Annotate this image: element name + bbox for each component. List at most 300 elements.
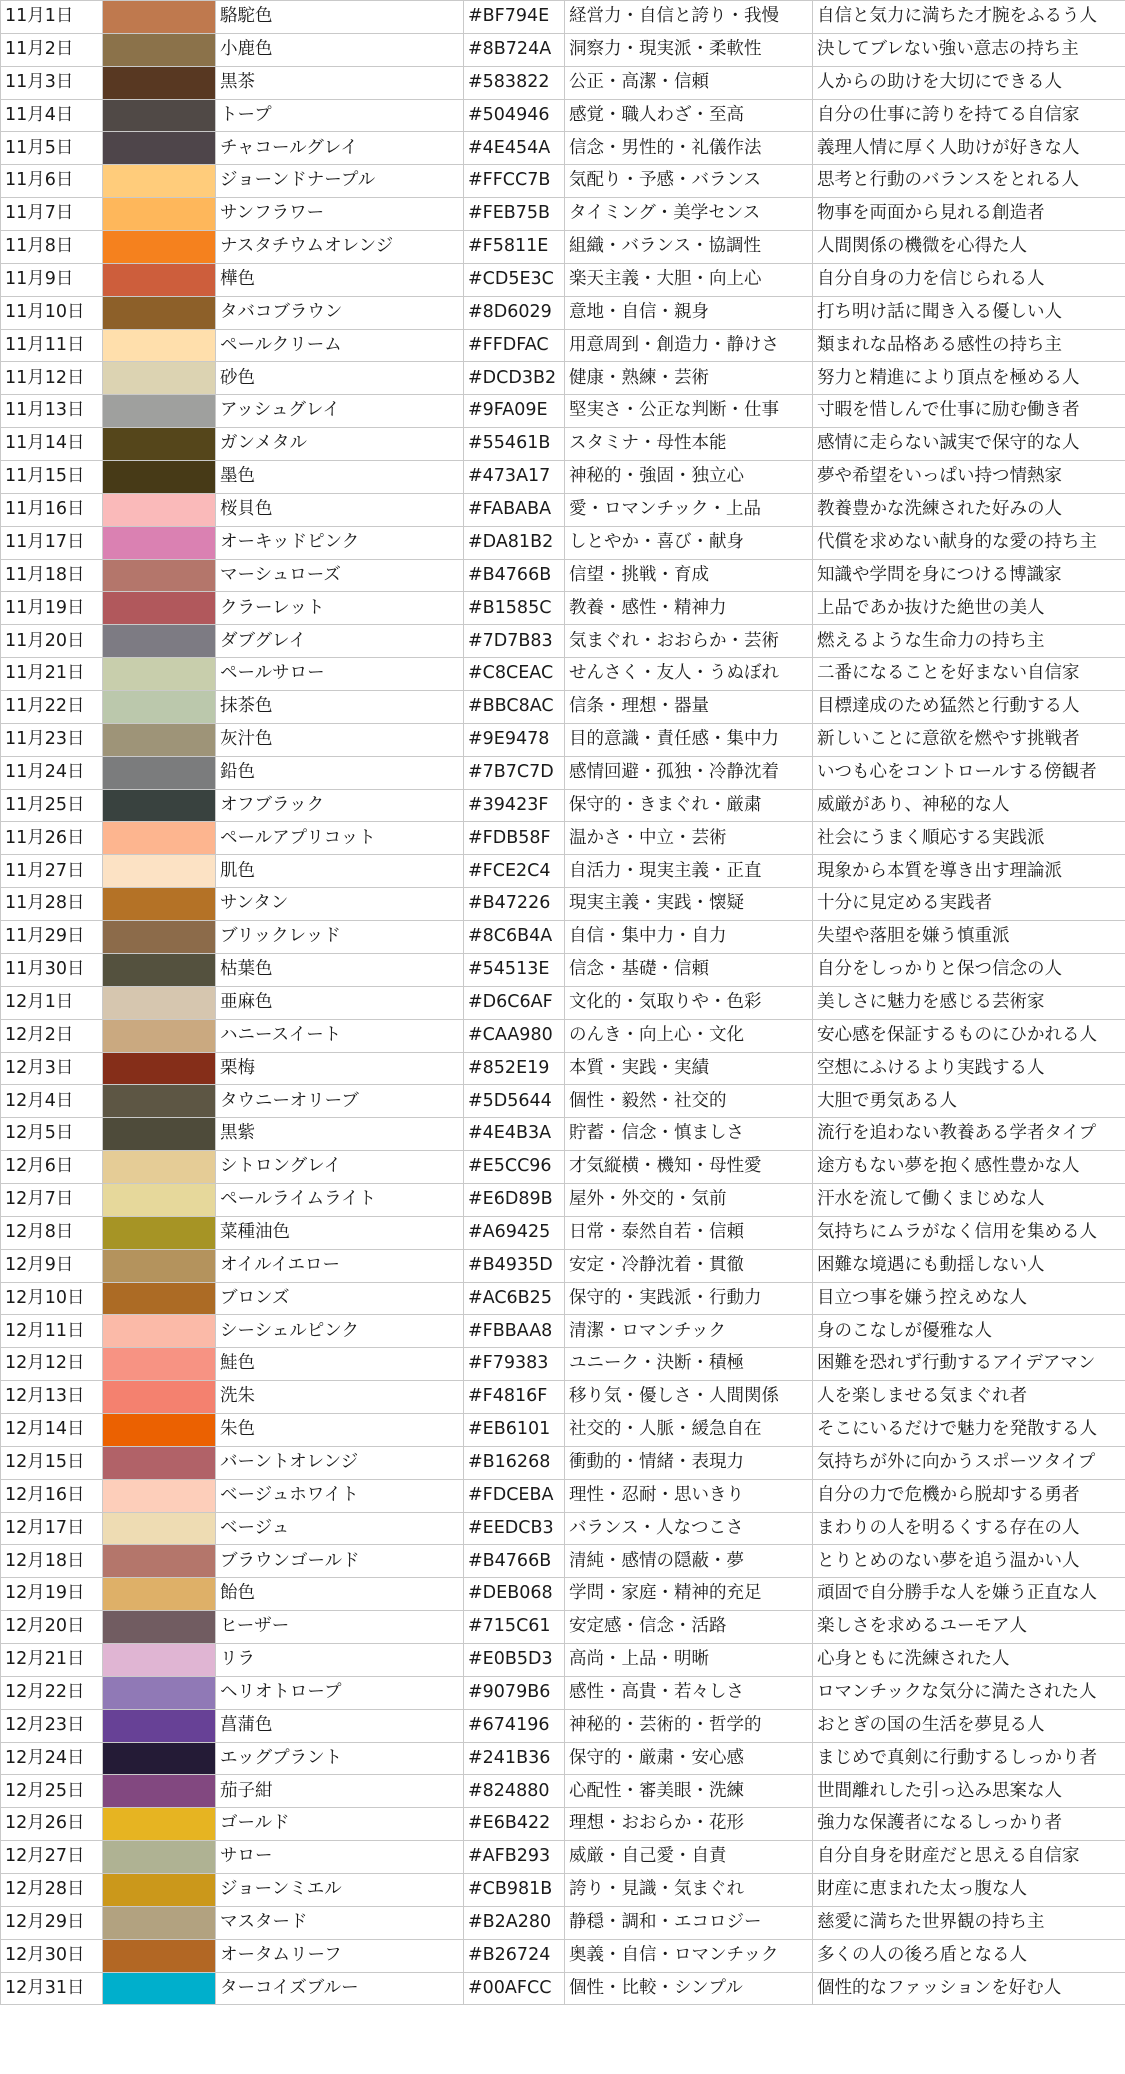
hex-code-cell: #C8CEAC (464, 658, 565, 691)
table-row (1, 1775, 1125, 1808)
date-cell: 11月8日 (1, 231, 103, 264)
traits-cell: 文化的・気取りや・色彩 (565, 986, 813, 1019)
color-name-cell: 鉛色 (216, 756, 464, 789)
table-row (1, 1939, 1125, 1972)
description-cell: 人間関係の機微を心得た人 (813, 231, 1125, 264)
traits-cell: 保守的・実践派・行動力 (565, 1282, 813, 1315)
traits-cell: 健康・熟練・芸術 (565, 362, 813, 395)
description-cell: 大胆で勇気ある人 (813, 1085, 1125, 1118)
table-row (1, 1315, 1125, 1348)
date-cell: 12月11日 (1, 1315, 103, 1348)
hex-code-cell: #CD5E3C (464, 263, 565, 296)
color-swatch (103, 592, 216, 625)
color-swatch (103, 296, 216, 329)
hex-code-cell: #F4816F (464, 1381, 565, 1414)
color-name-cell: シーシェルピンク (216, 1315, 464, 1348)
hex-code-cell: #B16268 (464, 1446, 565, 1479)
color-swatch (103, 1, 216, 34)
hex-code-cell: #B4766B (464, 1545, 565, 1578)
hex-code-cell: #FFDFAC (464, 329, 565, 362)
color-swatch (103, 1151, 216, 1184)
hex-code-cell: #824880 (464, 1775, 565, 1808)
table-row (1, 1151, 1125, 1184)
description-cell: 世間離れした引っ込み思案な人 (813, 1775, 1125, 1808)
date-cell: 12月10日 (1, 1282, 103, 1315)
table-row (1, 1512, 1125, 1545)
color-name-cell: ブリックレッド (216, 921, 464, 954)
color-name-cell: 黒紫 (216, 1118, 464, 1151)
date-cell: 12月2日 (1, 1019, 103, 1052)
description-cell: 類まれな品格ある感性の持ち主 (813, 329, 1125, 362)
traits-cell: 移り気・優しさ・人間関係 (565, 1381, 813, 1414)
table-row (1, 493, 1125, 526)
color-swatch (103, 428, 216, 461)
traits-cell: 高尚・上品・明晰 (565, 1643, 813, 1676)
table-row (1, 395, 1125, 428)
table-row (1, 198, 1125, 231)
color-name-cell: ガンメタル (216, 428, 464, 461)
traits-cell: 威厳・自己愛・自責 (565, 1841, 813, 1874)
description-cell: ロマンチックな気分に満たされた人 (813, 1676, 1125, 1709)
hex-code-cell: #F5811E (464, 231, 565, 264)
color-name-cell: バーントオレンジ (216, 1446, 464, 1479)
table-row (1, 1709, 1125, 1742)
color-name-cell: クラーレット (216, 592, 464, 625)
color-swatch (103, 1348, 216, 1381)
color-name-cell: タバコブラウン (216, 296, 464, 329)
traits-cell: しとやか・喜び・献身 (565, 526, 813, 559)
hex-code-cell: #00AFCC (464, 1972, 565, 2005)
description-cell: 自分をしっかりと保つ信念の人 (813, 953, 1125, 986)
traits-cell: 愛・ロマンチック・上品 (565, 493, 813, 526)
traits-cell: 才気縦横・機知・母性愛 (565, 1151, 813, 1184)
color-swatch (103, 1183, 216, 1216)
table-row (1, 428, 1125, 461)
description-cell: 代償を求めない献身的な愛の持ち主 (813, 526, 1125, 559)
date-cell: 12月15日 (1, 1446, 103, 1479)
color-name-cell: 菖蒲色 (216, 1709, 464, 1742)
table-row (1, 1873, 1125, 1906)
description-cell: 多くの人の後ろ盾となる人 (813, 1939, 1125, 1972)
hex-code-cell: #B47226 (464, 888, 565, 921)
date-cell: 11月21日 (1, 658, 103, 691)
color-swatch (103, 1315, 216, 1348)
color-swatch (103, 625, 216, 658)
table-row (1, 1643, 1125, 1676)
description-cell: 目立つ事を嫌う控えめな人 (813, 1282, 1125, 1315)
description-cell: 心身ともに洗練された人 (813, 1643, 1125, 1676)
date-cell: 11月26日 (1, 822, 103, 855)
traits-cell: 自信・集中力・自力 (565, 921, 813, 954)
traits-cell: 貯蓄・信念・慎ましさ (565, 1118, 813, 1151)
color-swatch (103, 165, 216, 198)
hex-code-cell: #B1585C (464, 592, 565, 625)
date-cell: 12月13日 (1, 1381, 103, 1414)
hex-code-cell: #D6C6AF (464, 986, 565, 1019)
hex-code-cell: #DEB068 (464, 1578, 565, 1611)
color-name-cell: リラ (216, 1643, 464, 1676)
traits-cell: 信望・挑戦・育成 (565, 559, 813, 592)
description-cell: 人からの助けを大切にできる人 (813, 66, 1125, 99)
color-name-cell: 枯葉色 (216, 953, 464, 986)
traits-cell: 気まぐれ・おおらか・芸術 (565, 625, 813, 658)
color-swatch (103, 1512, 216, 1545)
description-cell: 気持ちにムラがなく信用を集める人 (813, 1216, 1125, 1249)
traits-cell: 神秘的・強固・独立心 (565, 461, 813, 494)
hex-code-cell: #DA81B2 (464, 526, 565, 559)
description-cell: 目標達成のため猛然と行動する人 (813, 691, 1125, 724)
color-swatch (103, 33, 216, 66)
table-row (1, 231, 1125, 264)
hex-code-cell: #AC6B25 (464, 1282, 565, 1315)
description-cell: 思考と行動のバランスをとれる人 (813, 165, 1125, 198)
hex-code-cell: #DCD3B2 (464, 362, 565, 395)
color-name-cell: サンタン (216, 888, 464, 921)
traits-cell: 意地・自信・親身 (565, 296, 813, 329)
date-cell: 11月18日 (1, 559, 103, 592)
traits-cell: 信念・男性的・礼儀作法 (565, 132, 813, 165)
description-cell: 身のこなしが優雅な人 (813, 1315, 1125, 1348)
traits-cell: 本質・実践・実績 (565, 1052, 813, 1085)
date-cell: 11月20日 (1, 625, 103, 658)
color-name-cell: 砂色 (216, 362, 464, 395)
color-swatch (103, 395, 216, 428)
hex-code-cell: #7B7C7D (464, 756, 565, 789)
color-swatch (103, 658, 216, 691)
hex-code-cell: #55461B (464, 428, 565, 461)
hex-code-cell: #9E9478 (464, 723, 565, 756)
table-row (1, 1381, 1125, 1414)
color-name-cell: シトロングレイ (216, 1151, 464, 1184)
color-swatch (103, 1906, 216, 1939)
description-cell: 困難を恐れず行動するアイデアマン (813, 1348, 1125, 1381)
table-row (1, 526, 1125, 559)
color-swatch (103, 362, 216, 395)
traits-cell: 洞察力・現実派・柔軟性 (565, 33, 813, 66)
color-swatch (103, 1413, 216, 1446)
description-cell: 失望や落胆を嫌う慎重派 (813, 921, 1125, 954)
description-cell: 努力と精進により頂点を極める人 (813, 362, 1125, 395)
color-name-cell: サンフラワー (216, 198, 464, 231)
hex-code-cell: #FCE2C4 (464, 855, 565, 888)
hex-code-cell: #9FA09E (464, 395, 565, 428)
description-cell: 強力な保護者になるしっかり者 (813, 1808, 1125, 1841)
hex-code-cell: #E6D89B (464, 1183, 565, 1216)
color-name-cell: オータムリーフ (216, 1939, 464, 1972)
color-swatch (103, 1841, 216, 1874)
table-row (1, 1118, 1125, 1151)
description-cell: 二番になることを好まない自信家 (813, 658, 1125, 691)
table-row (1, 953, 1125, 986)
date-cell: 12月14日 (1, 1413, 103, 1446)
date-cell: 12月5日 (1, 1118, 103, 1151)
color-swatch (103, 756, 216, 789)
color-swatch (103, 1643, 216, 1676)
description-cell: まわりの人を明るくする存在の人 (813, 1512, 1125, 1545)
traits-cell: 用意周到・創造力・静けさ (565, 329, 813, 362)
color-name-cell: タウニーオリーブ (216, 1085, 464, 1118)
table-row (1, 165, 1125, 198)
description-cell: 自分の仕事に誇りを持てる自信家 (813, 99, 1125, 132)
color-name-cell: ダブグレイ (216, 625, 464, 658)
color-name-cell: 洗朱 (216, 1381, 464, 1414)
color-name-cell: ジョーンミエル (216, 1873, 464, 1906)
date-cell: 11月13日 (1, 395, 103, 428)
hex-code-cell: #9079B6 (464, 1676, 565, 1709)
table-row (1, 1479, 1125, 1512)
description-cell: 頑固で自分勝手な人を嫌う正直な人 (813, 1578, 1125, 1611)
traits-cell: 誇り・見識・気まぐれ (565, 1873, 813, 1906)
color-name-cell: ヘリオトロープ (216, 1676, 464, 1709)
table-row (1, 658, 1125, 691)
color-swatch (103, 1742, 216, 1775)
color-swatch (103, 1118, 216, 1151)
traits-cell: 衝動的・情緒・表現力 (565, 1446, 813, 1479)
traits-cell: 清純・感情の隠蔽・夢 (565, 1545, 813, 1578)
date-cell: 11月3日 (1, 66, 103, 99)
date-cell: 11月15日 (1, 461, 103, 494)
color-swatch (103, 1709, 216, 1742)
date-cell: 11月6日 (1, 165, 103, 198)
hex-code-cell: #E6B422 (464, 1808, 565, 1841)
table-row (1, 986, 1125, 1019)
hex-code-cell: #FBBAA8 (464, 1315, 565, 1348)
color-name-cell: 飴色 (216, 1578, 464, 1611)
color-name-cell: ヒーザー (216, 1611, 464, 1644)
traits-cell: 堅実さ・公正な判断・仕事 (565, 395, 813, 428)
date-cell: 11月9日 (1, 263, 103, 296)
table-row (1, 66, 1125, 99)
description-cell: 上品であか抜けた絶世の美人 (813, 592, 1125, 625)
hex-code-cell: #B4935D (464, 1249, 565, 1282)
color-name-cell: 菜種油色 (216, 1216, 464, 1249)
color-swatch (103, 132, 216, 165)
date-cell: 11月17日 (1, 526, 103, 559)
date-cell: 12月17日 (1, 1512, 103, 1545)
color-swatch (103, 921, 216, 954)
table-row (1, 723, 1125, 756)
description-cell: 教養豊かな洗練された好みの人 (813, 493, 1125, 526)
date-cell: 11月27日 (1, 855, 103, 888)
color-swatch (103, 1216, 216, 1249)
description-cell: とりとめのない夢を追う温かい人 (813, 1545, 1125, 1578)
description-cell: 燃えるような生命力の持ち主 (813, 625, 1125, 658)
color-swatch (103, 888, 216, 921)
hex-code-cell: #473A17 (464, 461, 565, 494)
traits-cell: 現実主義・実践・懐疑 (565, 888, 813, 921)
description-cell: 新しいことに意欲を燃やす挑戦者 (813, 723, 1125, 756)
traits-cell: 静穏・調和・エコロジー (565, 1906, 813, 1939)
color-swatch (103, 1282, 216, 1315)
table-row (1, 362, 1125, 395)
hex-code-cell: #504946 (464, 99, 565, 132)
table-row (1, 1808, 1125, 1841)
traits-cell: 理性・忍耐・思いきり (565, 1479, 813, 1512)
color-swatch (103, 526, 216, 559)
traits-cell: スタミナ・母性本能 (565, 428, 813, 461)
color-swatch (103, 1019, 216, 1052)
date-cell: 11月22日 (1, 691, 103, 724)
traits-cell: 個性・比較・シンプル (565, 1972, 813, 2005)
description-cell: 流行を追わない教養ある学者タイプ (813, 1118, 1125, 1151)
color-name-cell: マスタード (216, 1906, 464, 1939)
traits-cell: 学問・家庭・精神的充足 (565, 1578, 813, 1611)
traits-cell: タイミング・美学センス (565, 198, 813, 231)
table-row (1, 691, 1125, 724)
hex-code-cell: #8B724A (464, 33, 565, 66)
table-row (1, 461, 1125, 494)
date-cell: 12月27日 (1, 1841, 103, 1874)
color-swatch (103, 953, 216, 986)
date-cell: 11月14日 (1, 428, 103, 461)
color-swatch (103, 198, 216, 231)
date-cell: 11月11日 (1, 329, 103, 362)
hex-code-cell: #CAA980 (464, 1019, 565, 1052)
hex-code-cell: #4E4B3A (464, 1118, 565, 1151)
color-name-cell: 墨色 (216, 461, 464, 494)
description-cell: 人を楽しませる気まぐれ者 (813, 1381, 1125, 1414)
table-row (1, 921, 1125, 954)
color-swatch (103, 559, 216, 592)
color-swatch (103, 789, 216, 822)
color-swatch (103, 1052, 216, 1085)
traits-cell: せんさく・友人・うぬぼれ (565, 658, 813, 691)
traits-cell: 教養・感性・精神力 (565, 592, 813, 625)
color-swatch (103, 723, 216, 756)
hex-code-cell: #5D5644 (464, 1085, 565, 1118)
description-cell: 感情に走らない誠実で保守的な人 (813, 428, 1125, 461)
date-cell: 12月19日 (1, 1578, 103, 1611)
traits-cell: のんき・向上心・文化 (565, 1019, 813, 1052)
date-cell: 11月24日 (1, 756, 103, 789)
table-row (1, 1676, 1125, 1709)
color-swatch (103, 822, 216, 855)
date-cell: 11月10日 (1, 296, 103, 329)
traits-cell: 社交的・人脈・緩急自在 (565, 1413, 813, 1446)
color-swatch (103, 1578, 216, 1611)
color-swatch (103, 855, 216, 888)
color-swatch (103, 66, 216, 99)
date-cell: 12月7日 (1, 1183, 103, 1216)
description-cell: 威厳があり、神秘的な人 (813, 789, 1125, 822)
table-row (1, 1545, 1125, 1578)
hex-code-cell: #CB981B (464, 1873, 565, 1906)
table-row (1, 132, 1125, 165)
color-swatch (103, 1873, 216, 1906)
traits-cell: 目的意識・責任感・集中力 (565, 723, 813, 756)
color-name-cell: 樺色 (216, 263, 464, 296)
hex-code-cell: #B26724 (464, 1939, 565, 1972)
color-swatch (103, 231, 216, 264)
color-swatch (103, 1545, 216, 1578)
traits-cell: 日常・泰然自若・信頼 (565, 1216, 813, 1249)
date-cell: 12月22日 (1, 1676, 103, 1709)
traits-cell: 保守的・厳粛・安心感 (565, 1742, 813, 1775)
date-cell: 12月6日 (1, 1151, 103, 1184)
color-swatch (103, 1808, 216, 1841)
traits-cell: 楽天主義・大胆・向上心 (565, 263, 813, 296)
traits-cell: 理想・おおらか・花形 (565, 1808, 813, 1841)
date-cell: 12月25日 (1, 1775, 103, 1808)
table-row (1, 1841, 1125, 1874)
color-swatch (103, 461, 216, 494)
hex-code-cell: #EEDCB3 (464, 1512, 565, 1545)
date-cell: 11月29日 (1, 921, 103, 954)
color-name-cell: ペールサロー (216, 658, 464, 691)
table-row (1, 789, 1125, 822)
color-name-cell: アッシュグレイ (216, 395, 464, 428)
hex-code-cell: #FABABA (464, 493, 565, 526)
hex-code-cell: #A69425 (464, 1216, 565, 1249)
table-row (1, 263, 1125, 296)
date-cell: 12月24日 (1, 1742, 103, 1775)
description-cell: 自分自身を財産だと思える自信家 (813, 1841, 1125, 1874)
table-row (1, 329, 1125, 362)
traits-cell: 心配性・審美眼・洗練 (565, 1775, 813, 1808)
date-cell: 12月9日 (1, 1249, 103, 1282)
description-cell: 安心感を保証するものにひかれる人 (813, 1019, 1125, 1052)
traits-cell: 感覚・職人わざ・至高 (565, 99, 813, 132)
table-body (1, 1, 1125, 2005)
traits-cell: 神秘的・芸術的・哲学的 (565, 1709, 813, 1742)
hex-code-cell: #BF794E (464, 1, 565, 34)
hex-code-cell: #852E19 (464, 1052, 565, 1085)
color-name-cell: ゴールド (216, 1808, 464, 1841)
color-name-cell: マーシュローズ (216, 559, 464, 592)
description-cell: 寸暇を惜しんで仕事に励む働き者 (813, 395, 1125, 428)
date-cell: 11月7日 (1, 198, 103, 231)
color-name-cell: 黒茶 (216, 66, 464, 99)
color-name-cell: オーキッドピンク (216, 526, 464, 559)
hex-code-cell: #FEB75B (464, 198, 565, 231)
color-name-cell: エッグプラント (216, 1742, 464, 1775)
date-cell: 11月19日 (1, 592, 103, 625)
table-row (1, 1348, 1125, 1381)
table-row (1, 559, 1125, 592)
hex-code-cell: #39423F (464, 789, 565, 822)
description-cell: 自分自身の力を信じられる人 (813, 263, 1125, 296)
description-cell: 物事を両面から見れる創造者 (813, 198, 1125, 231)
date-cell: 11月23日 (1, 723, 103, 756)
color-name-cell: チャコールグレイ (216, 132, 464, 165)
description-cell: 美しさに魅力を感じる芸術家 (813, 986, 1125, 1019)
hex-code-cell: #7D7B83 (464, 625, 565, 658)
color-swatch (103, 1381, 216, 1414)
table-row (1, 625, 1125, 658)
hex-code-cell: #241B36 (464, 1742, 565, 1775)
date-cell: 12月20日 (1, 1611, 103, 1644)
date-cell: 11月12日 (1, 362, 103, 395)
color-name-cell: 駱駝色 (216, 1, 464, 34)
color-name-cell: 小鹿色 (216, 33, 464, 66)
color-name-cell: 灰汁色 (216, 723, 464, 756)
date-cell: 12月8日 (1, 1216, 103, 1249)
color-name-cell: 栗梅 (216, 1052, 464, 1085)
table-row (1, 1085, 1125, 1118)
color-swatch (103, 263, 216, 296)
traits-cell: 個性・毅然・社交的 (565, 1085, 813, 1118)
table-row (1, 855, 1125, 888)
description-cell: 気持ちが外に向かうスポーツタイプ (813, 1446, 1125, 1479)
table-row (1, 822, 1125, 855)
date-cell: 12月28日 (1, 1873, 103, 1906)
hex-code-cell: #583822 (464, 66, 565, 99)
color-swatch (103, 1676, 216, 1709)
table-row (1, 1742, 1125, 1775)
color-name-cell: ベージュ (216, 1512, 464, 1545)
traits-cell: 気配り・予感・バランス (565, 165, 813, 198)
traits-cell: 屋外・外交的・気前 (565, 1183, 813, 1216)
